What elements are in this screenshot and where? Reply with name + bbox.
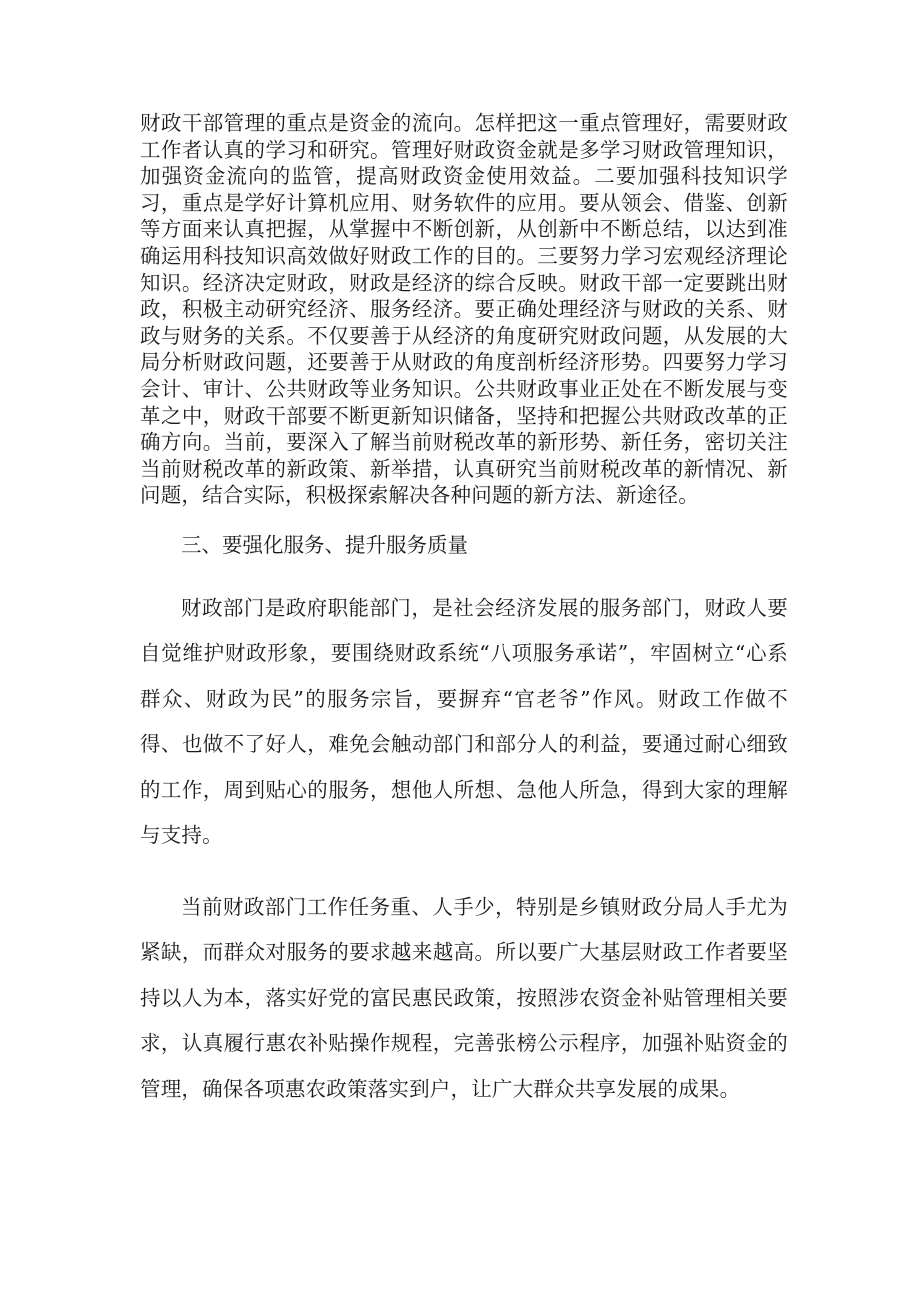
body-paragraph: 当前财政部门工作任务重、人手少，特别是乡镇财政分局人手尤为紧缺，而群众对服务的要求越来越高。所以要广大基层财政工作者要坚持以人为本，落实好党的富民惠民政策，按照涉农资金补贴管理相关要求，认真履行惠农补贴操作规程，完善张榜公示程序，加强补贴资金的管理，确保各项惠农政策落实到户，让广大群众共享发展的成果。 (140, 894, 788, 1101)
section-heading: 三、要强化服务、提升服务质量 (181, 532, 468, 557)
document-page (140, 110, 788, 1112)
body-paragraph: 财政干部管理的重点是资金的流向。怎样把这一重点管理好，需要财政工作者认真的学习和研究。管理好财政资金就是多学习财政管理知识，加强资金流向的监管，提高财政资金使用效益。二要加强科技知识学习，重点是学好计算机应用、财务软件的应用。要从领会、借鉴、创新等方面来认真把握，从掌握中不断创新，从创新中不断总结，以达到准确运用科技知识高效做好财政工作的目的。三要努力学习宏观经济理论知识。经济决定财政，财政是经济的综合反映。财政干部一定要跳出财政，积极主动研究经济、服务经济。要正确处理经济与财政的关系、财政与财务的关系。不仅要善于从经济的角度研究财政问题，从发展的大局分析财政问题，还要善于从财政的角度剖析经济形势。四要努力学习会计、审计、公共财政等业务知识。公共财政事业正处在不断发展与变革之中，财政干部要不断更新知识储备，坚持和把握公共财政改革的正确方向。当前，要深入了解当前财税改革的新形势、新任务，密切关注当前财税改革的新政策、新举措，认真研究当前财税改革的新情况、新问题，结合实际，积极探索解决各种问题的新方法、新途径。 (140, 111, 788, 508)
body-paragraph: 财政部门是政府职能部门，是社会经济发展的服务部门，财政人要自觉维护财政形象，要围绕财政系统“八项服务承诺”，牢固树立“心系群众、财政为民”的服务宗旨，要摒弃“官老爷”作风。财政工作做不得、也做不了好人，难免会触动部门和部分人的利益，要通过耐心细致的工作，周到贴心的服务，想他人所想、急他人所急，得到大家的理解与支持。 (140, 595, 788, 848)
